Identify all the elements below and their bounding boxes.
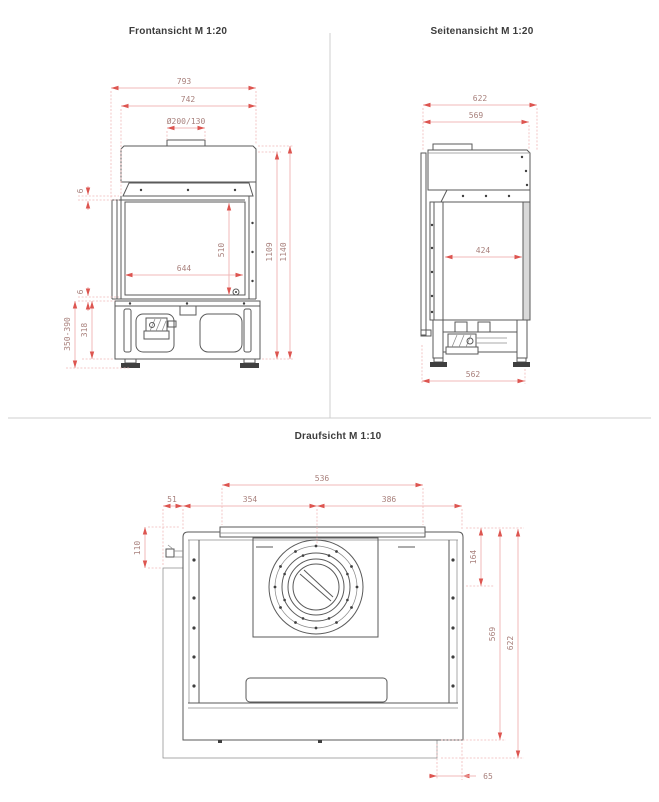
dim-label: 622 [472,94,488,103]
dim-label: 110 [133,540,142,556]
dim-front-bottom-gap [76,287,88,311]
top-view-body [163,527,463,758]
dim-label: 1109 [265,242,274,262]
side-view-title: Seitenansicht M 1:20 [430,26,534,37]
dim-side-glass-depth [445,246,522,257]
view-dividers [8,33,651,418]
dim-front-glass-width [125,264,243,275]
front-view [63,77,294,368]
side-view-body [421,144,530,367]
top-air-fitting [166,545,183,557]
front-fan-unit [144,318,176,339]
dim-front-total-width [111,77,256,88]
dim-front-height-to-frame [265,152,277,359]
side-fan-unit [446,334,507,354]
dim-label: Ø200/130 [166,117,206,126]
dim-label: 742 [180,95,196,104]
dim-top-left-segment [183,495,317,506]
dim-front-hood-width [121,95,256,106]
dim-side-body-depth [423,111,529,122]
dim-label: 622 [506,635,515,651]
dim-top-total-depth [506,529,518,758]
dim-label: 510 [217,242,226,258]
dim-label: 569 [468,111,484,120]
dim-label: 1140 [279,242,288,262]
dim-label: 6 [76,289,85,295]
dim-label: 65 [483,772,493,781]
top-view-title: Draufsicht M 1:10 [294,431,382,442]
front-view-title: Frontansicht M 1:20 [128,26,228,37]
dim-side-total-depth [423,94,537,105]
dim-label: 354 [242,495,258,504]
side-view [421,94,537,384]
dim-label: 386 [381,495,397,504]
front-view-body [112,140,260,368]
dim-label: 318 [80,322,89,338]
dim-top-right-segment [317,495,462,506]
dim-top-left-trim [163,495,183,506]
dim-label: 562 [465,370,481,379]
dim-label: 424 [475,246,491,255]
dim-top-body-depth [488,529,500,740]
dim-side-base-depth [422,370,525,381]
dim-label: 569 [488,626,497,642]
dim-label: 350-390 [63,317,72,351]
dim-front-flue-diameter [167,116,206,128]
side-view-dimensions [422,94,537,384]
dim-front-top-gap [76,186,88,210]
dim-label: 644 [176,264,192,273]
dim-front-base-adjust-range [63,301,75,368]
dim-front-total-height [279,146,290,359]
dim-front-glass-height [217,203,229,295]
dim-label: 536 [314,474,330,483]
front-view-dimensions [63,77,294,368]
dim-label: 6 [76,188,85,194]
dim-top-back-offset [133,527,145,568]
dim-top-flue-center-offset [469,528,481,586]
dim-label: 51 [167,495,177,504]
dim-front-base-height [80,301,92,359]
dim-top-front-offset [429,772,493,781]
top-view [133,474,524,781]
dim-label: 164 [469,549,478,565]
dim-top-back-panel-width [222,474,423,485]
dim-label: 793 [176,77,192,86]
